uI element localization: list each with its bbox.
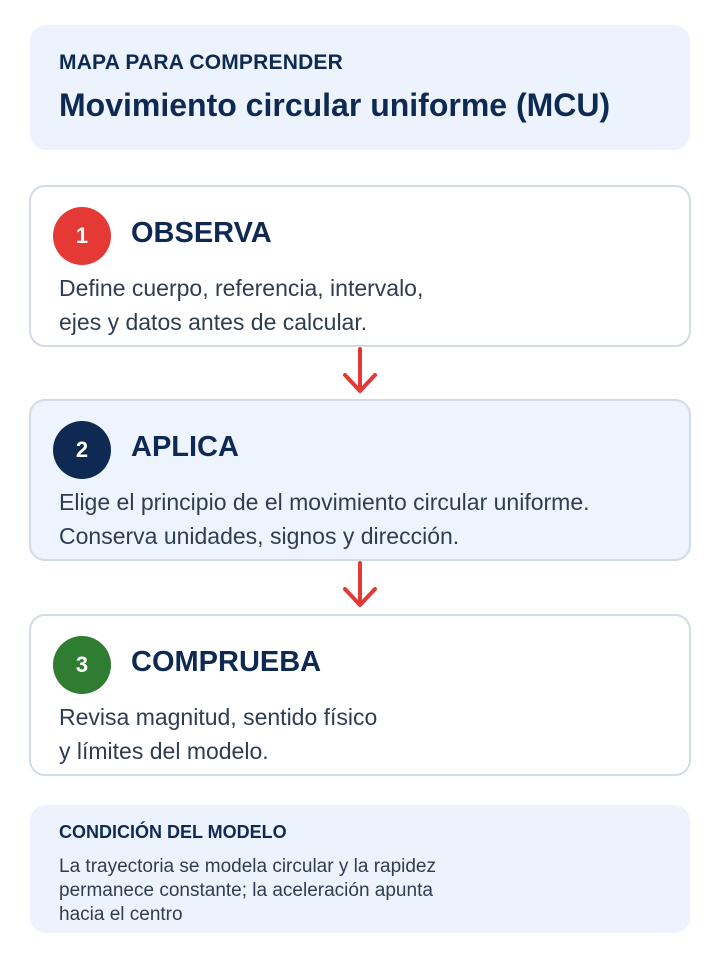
condition-text [59,855,659,927]
step-title: APLICA [131,431,239,463]
step-description [59,700,679,768]
step-description-line: Revisa magnitud, sentido físico [59,704,378,730]
step-number-badge: 1 [53,207,111,265]
header-panel [30,25,690,150]
step-card-comprueba [29,614,691,776]
step-description-line: ejes y datos antes de calcular. [59,309,368,335]
condition-line: hacia el centro [59,904,183,925]
step-number-badge: 2 [53,421,111,479]
step-description [59,271,679,339]
step-card-aplica [29,399,691,561]
step-description-line: y límites del modelo. [59,738,269,764]
model-condition-panel [30,805,690,933]
step-card-observa [29,185,691,347]
step-description [59,485,679,553]
condition-label: CONDICIÓN DEL MODELO [59,822,287,842]
step-title: COMPRUEBA [131,646,322,678]
step-title: OBSERVA [131,217,272,249]
step-number-badge: 3 [53,636,111,694]
down-arrow-icon [340,561,380,611]
condition-line: La trayectoria se modela circular y la rapidez [59,856,437,877]
step-description-line: Define cuerpo, referencia, intervalo, [59,275,424,301]
header-kicker: MAPA PARA COMPRENDER [59,51,344,74]
page-title: Movimiento circular uniforme (MCU) [59,87,611,123]
step-description-line: Conserva unidades, signos y dirección. [59,523,460,549]
down-arrow-icon [340,347,380,397]
condition-line: permanece constante; la aceleración apunta [59,880,433,901]
step-description-line: Elige el principio de el movimiento circular uniforme. [59,489,590,515]
